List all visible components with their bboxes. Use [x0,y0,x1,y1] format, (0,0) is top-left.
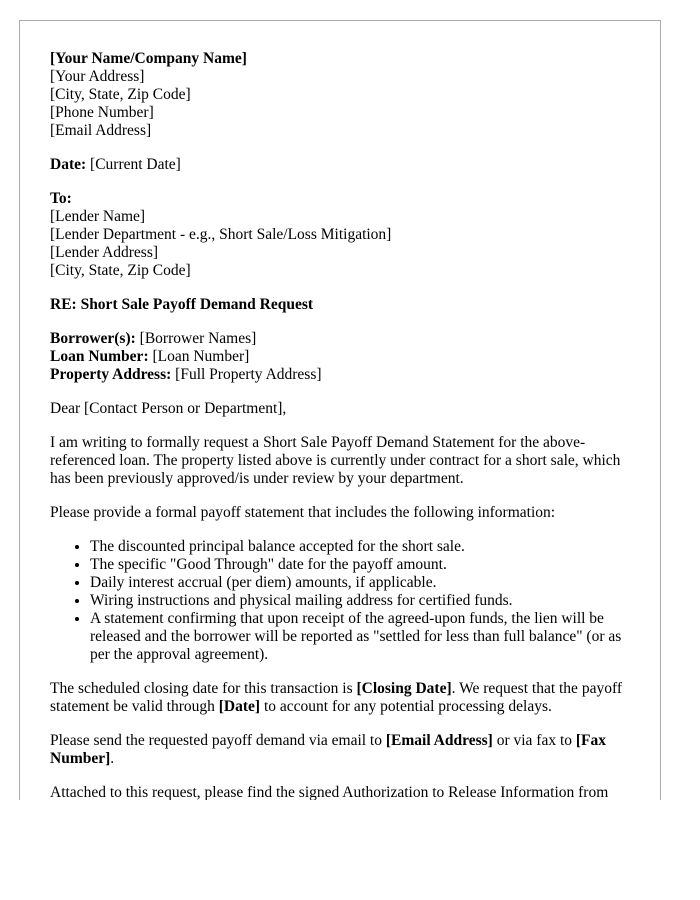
sender-block [50,50,635,140]
borrowers-label: Borrower(s): [50,330,136,347]
paragraph-closing-date [50,680,635,716]
lender-department: [Lender Department - e.g., Short Sale/Loss Mitigation] [50,226,392,243]
paragraph-attached: Attached to this request, please find the signed Authorization to Release Information from [50,784,609,800]
send-text-3: . [110,750,115,767]
date-line [50,156,635,174]
list-item: • A statement confirming that upon receipt of the agreed-upon funds, the lien will be released and the borrower will be reported as "settled for less than full balance" (or as per the approval agreement). [90,610,635,664]
paragraph-send [50,732,635,768]
lender-name: [Lender Name] [50,208,146,225]
list-item: • The discounted principal balance accepted for the short sale. [90,538,635,556]
fax-placeholder: [Fax Number] [50,732,607,767]
list-item: • Wiring instructions and physical mailing address for certified funds. [90,592,635,610]
loan-info-block [50,330,635,384]
sender-name-company: [Your Name/Company Name] [50,50,247,67]
salutation: Dear [Contact Person or Department], [50,400,287,417]
list-item: • Daily interest accrual (per diem) amounts, if applicable. [90,574,635,592]
date-label: Date: [50,156,87,173]
loan-number-label: Loan Number: [50,348,149,365]
borrowers-line [50,330,635,348]
closing-date-placeholder: [Closing Date] [356,680,452,697]
closing-text-3: to account for any potential processing delays. [260,698,552,715]
subject-line [50,296,635,314]
valid-date-placeholder: [Date] [218,698,261,715]
sender-phone: [Phone Number] [50,104,154,121]
paragraph-info-intro: Please provide a formal payoff statement that includes the following information: [50,504,556,521]
recipient-block [50,190,635,280]
letter-content [50,50,635,800]
closing-text-1: The scheduled closing date for this transaction is [50,680,357,697]
loan-number-value: [Loan Number] [152,348,250,365]
subject-text: RE: Short Sale Payoff Demand Request [50,296,314,313]
paragraph-request: I am writing to formally request a Short Sale Payoff Demand Statement for the above-referenced loan. The property listed above is currently under contract for a short sale, which has been previously approved/is under review by your department. [50,434,621,487]
send-text-1: Please send the requested payoff demand via email to [50,732,386,749]
sender-address: [Your Address] [50,68,145,85]
letter-page [19,20,661,800]
sender-email: [Email Address] [50,122,152,139]
loan-number-line [50,348,635,366]
date-value: [Current Date] [90,156,181,173]
borrowers-value: [Borrower Names] [139,330,257,347]
recipient-label: To: [50,190,72,207]
sender-city-state-zip: [City, State, Zip Code] [50,86,191,103]
requested-items-list [50,538,635,664]
closing-text-2: . We request that the payoff statement be valid through [50,680,622,715]
send-text-2: or via fax to [492,732,576,749]
property-address-label: Property Address: [50,366,172,383]
email-placeholder: [Email Address] [385,732,493,749]
lender-address: [Lender Address] [50,244,159,261]
lender-city-state-zip: [City, State, Zip Code] [50,262,191,279]
list-item: • The specific "Good Through" date for the payoff amount. [90,556,635,574]
property-address-line [50,366,635,384]
property-address-value: [Full Property Address] [175,366,322,383]
